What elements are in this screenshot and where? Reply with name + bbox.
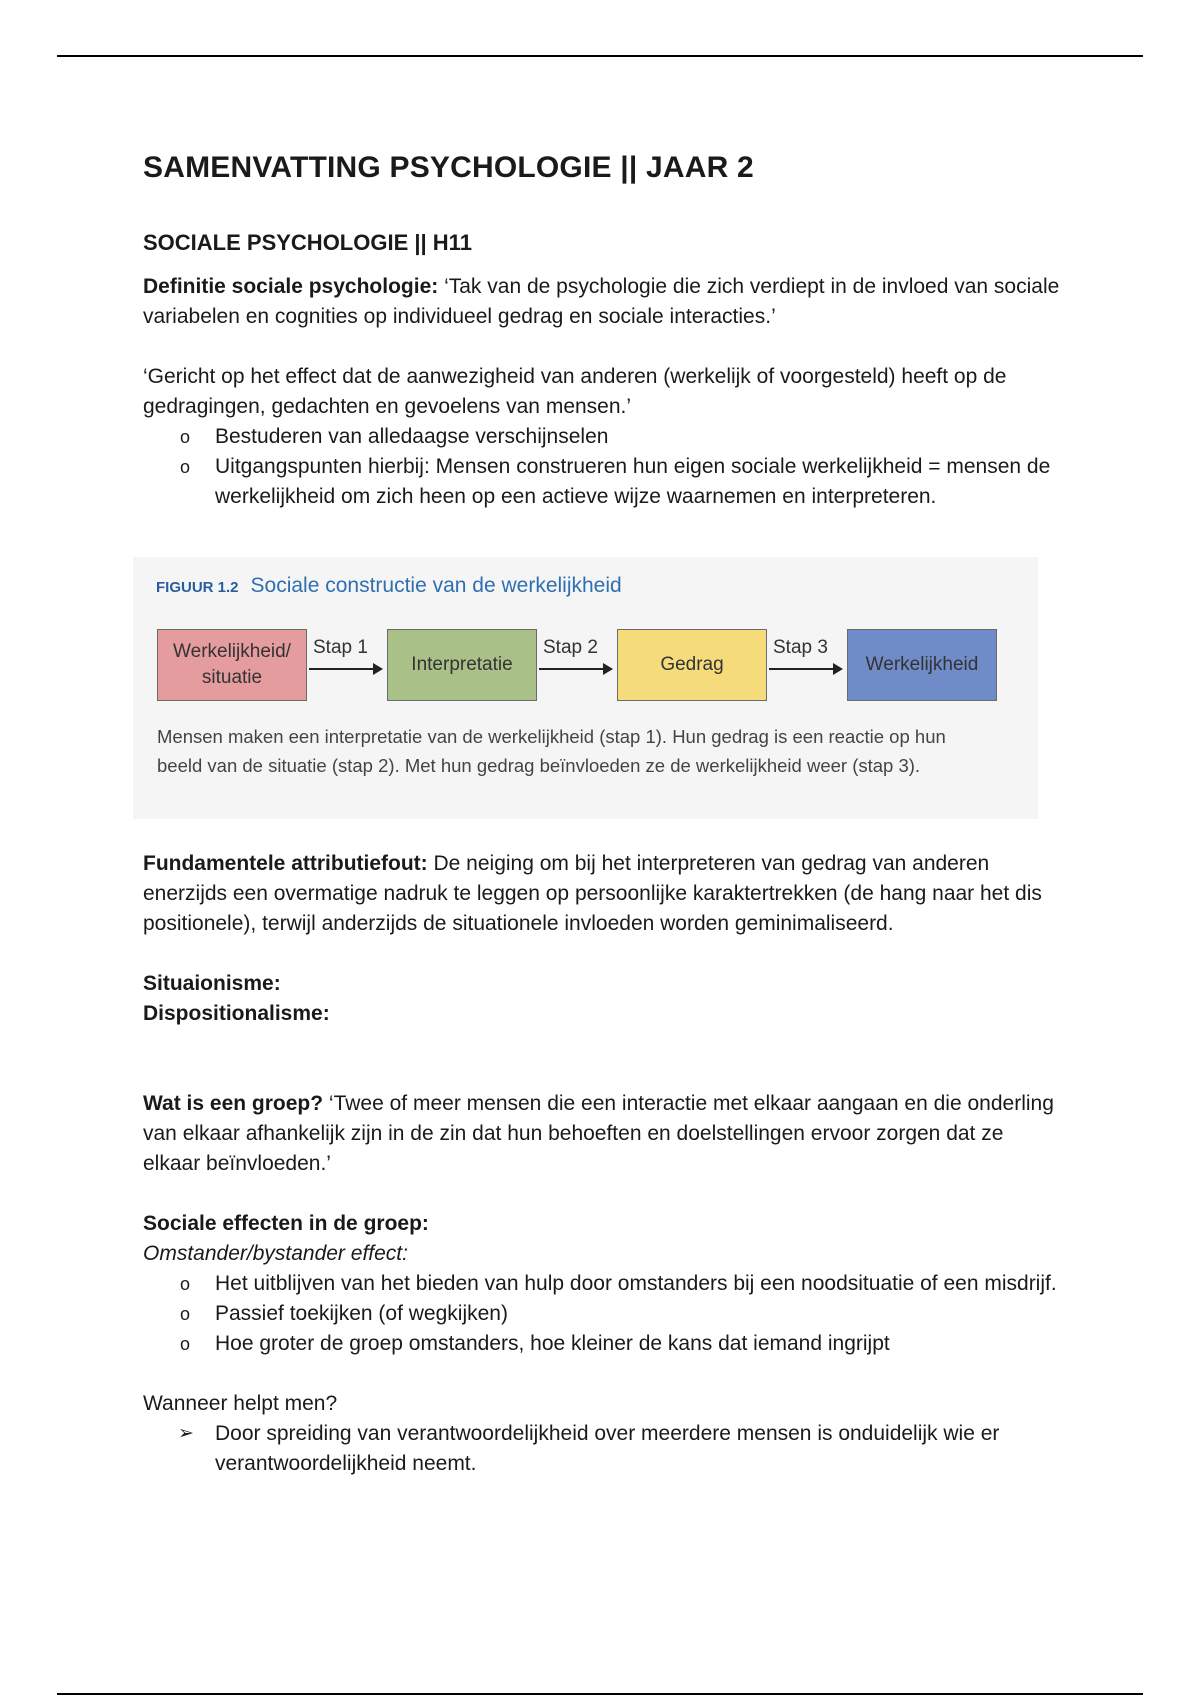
fae-term: Fundamentele attributiefout:: [143, 852, 428, 875]
step-2-label: Stap 2: [543, 637, 598, 658]
list-item: o Het uitblijven van het bieden van hulp door omstanders bij een noodsituatie of een misdrijf.: [215, 1269, 1063, 1299]
fae-paragraph: [143, 849, 1063, 939]
top-rule: [57, 55, 1143, 57]
group-paragraph: [143, 1089, 1063, 1179]
group-text: ‘Twee of meer mensen die een interactie met elkaar aangaan en die onderling van elkaar afhankelijk zijn in de zin dat hun behoeften en doelstellingen ervoor zorgen dat ze elkaar beïnvloeden.’: [143, 1092, 1054, 1175]
bottom-rule: [57, 1693, 1143, 1695]
effects-bullet-list: [143, 1269, 1063, 1359]
document-title: SAMENVATTING PSYCHOLOGIE || JAAR 2: [143, 151, 754, 184]
figure-social-construction: [133, 557, 1038, 819]
definition-paragraph: [143, 272, 1063, 332]
quote-paragraph: ‘Gericht op het effect dat de aanwezigheid van anderen (werkelijk of voorgesteld) heeft op de gedragingen, gedachten en gevoelens van mensen.’: [143, 365, 1007, 418]
figure-caption: Mensen maken een interpretatie van de werkelijkheid (stap 1). Hun gedrag is een reactie op hun beeld van de situatie (stap 2). Met hun gedrag beïnvloeden ze de werkelijkheid weer (stap 3).: [157, 726, 946, 776]
arrow-step-1: [309, 668, 381, 670]
term-dispositionalisme: Dispositionalisme:: [143, 1002, 330, 1025]
figure-label: FIGUUR 1.2: [156, 579, 239, 596]
figure-title-text: Sociale constructie van de werkelijkheid: [250, 574, 622, 597]
definition-text: ‘Tak van de psychologie die zich verdiept in de invloed van sociale variabelen en cognities op individueel gedrag en sociale interacties.’: [143, 275, 1060, 328]
list-item: o Uitgangspunten hierbij: Mensen construeren hun eigen sociale werkelijkheid = mensen de werkelijkheid om zich heen op een actieve wijze waarnemen en interpreteren.: [215, 452, 1063, 512]
document-body: [143, 140, 1063, 1479]
figure-title: [156, 571, 622, 603]
term-situationisme: Situaionisme:: [143, 972, 281, 995]
effects-subheading: Omstander/bystander effect:: [143, 1242, 408, 1265]
help-question: Wanneer helpt men?: [143, 1392, 338, 1415]
step-3-label: Stap 3: [773, 637, 828, 658]
box-werkelijkheid-situatie: Werkelijkheid/ situatie: [157, 629, 307, 701]
list-item: ➢ Door spreiding van verantwoordelijkheid over meerdere mensen is onduidelijk wie er verantwoordelijkheid neemt.: [215, 1419, 1063, 1479]
arrow-step-2: [539, 668, 611, 670]
fae-text: De neiging om bij het interpreteren van gedrag van anderen enerzijds een overmatige nadruk te leggen op persoonlijke karaktertrekken (de hang naar het dis positionele), terwijl anderzijds de situationele invloeden worden geminimaliseerd.: [143, 852, 1042, 935]
definition-term: Definitie sociale psychologie:: [143, 275, 439, 298]
step-1-label: Stap 1: [313, 637, 368, 658]
box-gedrag: Gedrag: [617, 629, 767, 701]
arrow-step-3: [769, 668, 841, 670]
section-heading: SOCIALE PSYCHOLOGIE || H11: [143, 230, 472, 255]
list-item: o Bestuderen van alledaagse verschijnselen: [215, 422, 1063, 452]
box-werkelijkheid: Werkelijkheid: [847, 629, 997, 701]
help-bullet-list: [143, 1419, 1063, 1479]
group-term: Wat is een groep?: [143, 1092, 324, 1115]
list-item: o Hoe groter de groep omstanders, hoe kleiner de kans dat iemand ingrijpt: [215, 1329, 1063, 1359]
quote-bullet-list: [143, 422, 1063, 512]
effects-heading: Sociale effecten in de groep:: [143, 1212, 429, 1235]
list-item: o Passief toekijken (of wegkijken): [215, 1299, 1063, 1329]
box-interpretatie: Interpretatie: [387, 629, 537, 701]
